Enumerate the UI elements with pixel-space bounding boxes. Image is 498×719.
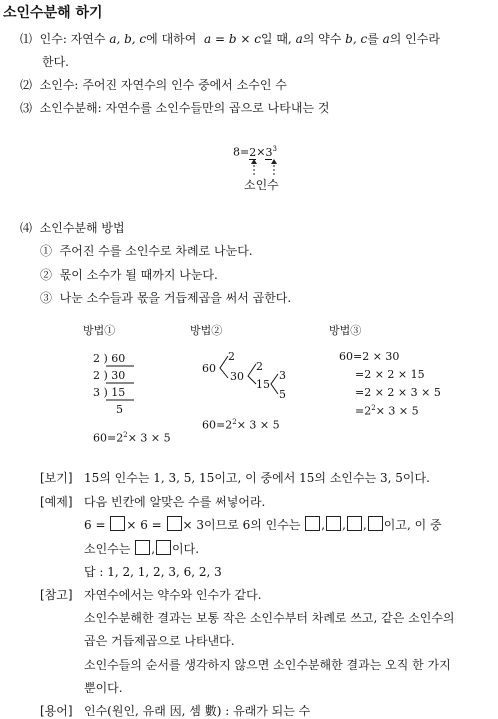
- yeje-equation: [84, 516, 442, 533]
- m1-row-1: 2 ) 60: [93, 352, 126, 365]
- diagram-two: 2: [249, 145, 257, 159]
- m1-result: [93, 431, 171, 445]
- blank-box-4[interactable]: [326, 516, 341, 531]
- marker: ⑶: [20, 101, 33, 115]
- yongeo-text: 인수(원인, 유래 因, 셈 數) : 유래가 되는 수: [84, 704, 311, 718]
- eq-part: 6 =: [84, 518, 106, 532]
- chamgo-line-5: 뿐이다.: [84, 681, 123, 695]
- page-title: 소인수분해 하기: [3, 5, 103, 21]
- text: 에 대하여: [146, 32, 197, 46]
- yeje-line-3: [84, 540, 199, 557]
- diagram-times: ×: [256, 145, 266, 159]
- method-2-label: 방법②: [190, 324, 223, 337]
- step-text: 주어진 수를 소인수로 차례로 나눈다.: [59, 244, 253, 258]
- var-a: a: [382, 32, 390, 46]
- chamgo-tag: [참고]: [40, 588, 73, 602]
- blank-box-6[interactable]: [368, 516, 383, 531]
- chamgo-line-2: 소인수분해한 결과는 보통 작은 소인수부터 차례로 쓰고, 같은 소인수의: [84, 611, 455, 625]
- exp: 2: [371, 404, 376, 412]
- yeje-answer: 답 : 1, 2, 1, 2, 3, 6, 2, 3: [84, 565, 222, 579]
- diagram-lhs: 8=: [233, 145, 250, 159]
- result-tail: × 3 × 5: [127, 431, 171, 445]
- marker: ②: [40, 268, 53, 282]
- m2-30: 30: [230, 370, 244, 383]
- m3-line-1: 60=2 × 30: [339, 350, 400, 363]
- sep: ,: [362, 518, 367, 532]
- method-3-label: 방법③: [329, 324, 362, 337]
- marker: ①: [40, 244, 53, 258]
- var-bc: b, c: [345, 32, 368, 46]
- step-3: [40, 289, 291, 306]
- result: =2: [355, 404, 372, 418]
- yeje-text: 다음 빈칸에 알맞은 수를 써넣어라.: [84, 495, 266, 509]
- diagram-exp: 3: [272, 145, 277, 153]
- term-factor: 인수:: [39, 32, 67, 46]
- sep: ,: [342, 518, 346, 532]
- arrow-head-icon: [271, 159, 277, 164]
- marker: ⑵: [20, 78, 33, 92]
- eq-part: 소인수는: [84, 542, 131, 556]
- var-eq: a = b × c: [203, 32, 261, 46]
- blank-box-8[interactable]: [156, 540, 171, 555]
- text: 의 인수라: [389, 32, 440, 46]
- blank-box-7[interactable]: [135, 540, 150, 555]
- chamgo-line-4: 소인수들의 순서를 생각하지 않으면 소인수분해한 결과는 오직 한 가지: [84, 658, 451, 672]
- arrow-head-icon: [251, 159, 257, 164]
- exp: 2: [232, 418, 237, 426]
- eq-part: × 3이므로 6의 인수는: [182, 518, 301, 532]
- step-text: 나눈 소수들과 몫을 거듭제곱을 써서 곱한다.: [59, 291, 292, 305]
- m2-2a: 2: [228, 350, 235, 363]
- m3-line-2: =2 × 2 × 15: [355, 368, 425, 381]
- m3-line-3: =2 × 2 × 3 × 5: [355, 386, 441, 399]
- diagram-three: 3: [265, 145, 273, 159]
- m2-tree-lines: [214, 352, 286, 400]
- blank-box-1[interactable]: [110, 516, 125, 531]
- result-tail: × 3 × 5: [236, 418, 280, 432]
- var-a: a: [295, 32, 303, 46]
- var-abc: a, b, c: [109, 32, 147, 46]
- definition-2: [20, 76, 287, 93]
- m1-row-3: 3 ) 15: [93, 386, 126, 399]
- marker: ③: [40, 291, 53, 305]
- bogi-text: 15의 인수는 1, 3, 5, 15이고, 이 중에서 15의 소인수는 3, 5이다.: [84, 471, 430, 485]
- eq-part: 이다.: [172, 542, 200, 556]
- m2-2b: 2: [256, 360, 263, 373]
- method-1-label: 방법①: [83, 324, 116, 337]
- text: 자연수를 소인수들만의 곱으로 나타내는 것: [105, 101, 330, 115]
- chamgo-line-3: 곱은 거듭제곱으로 나타낸다.: [84, 634, 235, 648]
- blank-box-5[interactable]: [347, 516, 362, 531]
- text: 의 약수: [302, 32, 342, 46]
- marker: ⑴: [20, 32, 33, 46]
- m2-5: 5: [279, 388, 286, 401]
- result-tail: × 3 × 5: [375, 404, 419, 418]
- diagram-equation: [233, 145, 277, 159]
- diagram-caption: 소인수: [244, 178, 279, 192]
- text: 를: [367, 32, 379, 46]
- method-heading: [20, 219, 125, 236]
- m2-3: 3: [279, 369, 286, 382]
- sep: ,: [321, 518, 326, 532]
- text: 주어진 자연수의 인수 중에서 소수인 수: [82, 78, 287, 92]
- exp: 2: [123, 431, 128, 439]
- chamgo-line-1: 자연수에서는 약수와 인수가 같다.: [84, 588, 262, 602]
- text: 자연수: [70, 32, 106, 46]
- blank-box-2[interactable]: [167, 516, 182, 531]
- m3-line-4: [355, 404, 419, 418]
- arrow-icons: [244, 159, 284, 177]
- step-1: [40, 242, 253, 259]
- step-2: [40, 266, 218, 283]
- sep: ,: [151, 542, 156, 556]
- bogi-tag: [보기]: [40, 471, 73, 485]
- definition-3: [20, 99, 329, 116]
- marker: ⑷: [20, 221, 33, 235]
- m2-15: 15: [256, 378, 270, 391]
- term-prime-factor: 소인수:: [39, 78, 79, 92]
- eq-part: × 6 =: [126, 518, 162, 532]
- step-text: 몫이 소수가 될 때까지 나눈다.: [59, 268, 218, 282]
- blank-box-3[interactable]: [305, 516, 320, 531]
- method-title: 소인수분해 방법: [39, 221, 125, 235]
- m1-row-2: 2 ) 30: [93, 369, 126, 382]
- definition-1-cont: 한다.: [42, 55, 69, 69]
- m2-60: 60: [202, 362, 216, 375]
- m1-row-4: 5: [116, 403, 123, 416]
- yeje-tag: [예제]: [40, 495, 73, 509]
- result: 60=2: [202, 418, 233, 432]
- yongeo-tag: [용어]: [40, 704, 73, 718]
- text: 일 때,: [260, 32, 292, 46]
- definition-1: [20, 30, 440, 47]
- m2-result: [202, 418, 280, 432]
- term-factorization: 소인수분해:: [39, 101, 102, 115]
- eq-part: 이고, 이 중: [383, 518, 442, 532]
- m1-division-lines: [106, 364, 136, 404]
- result: 60=2: [93, 431, 124, 445]
